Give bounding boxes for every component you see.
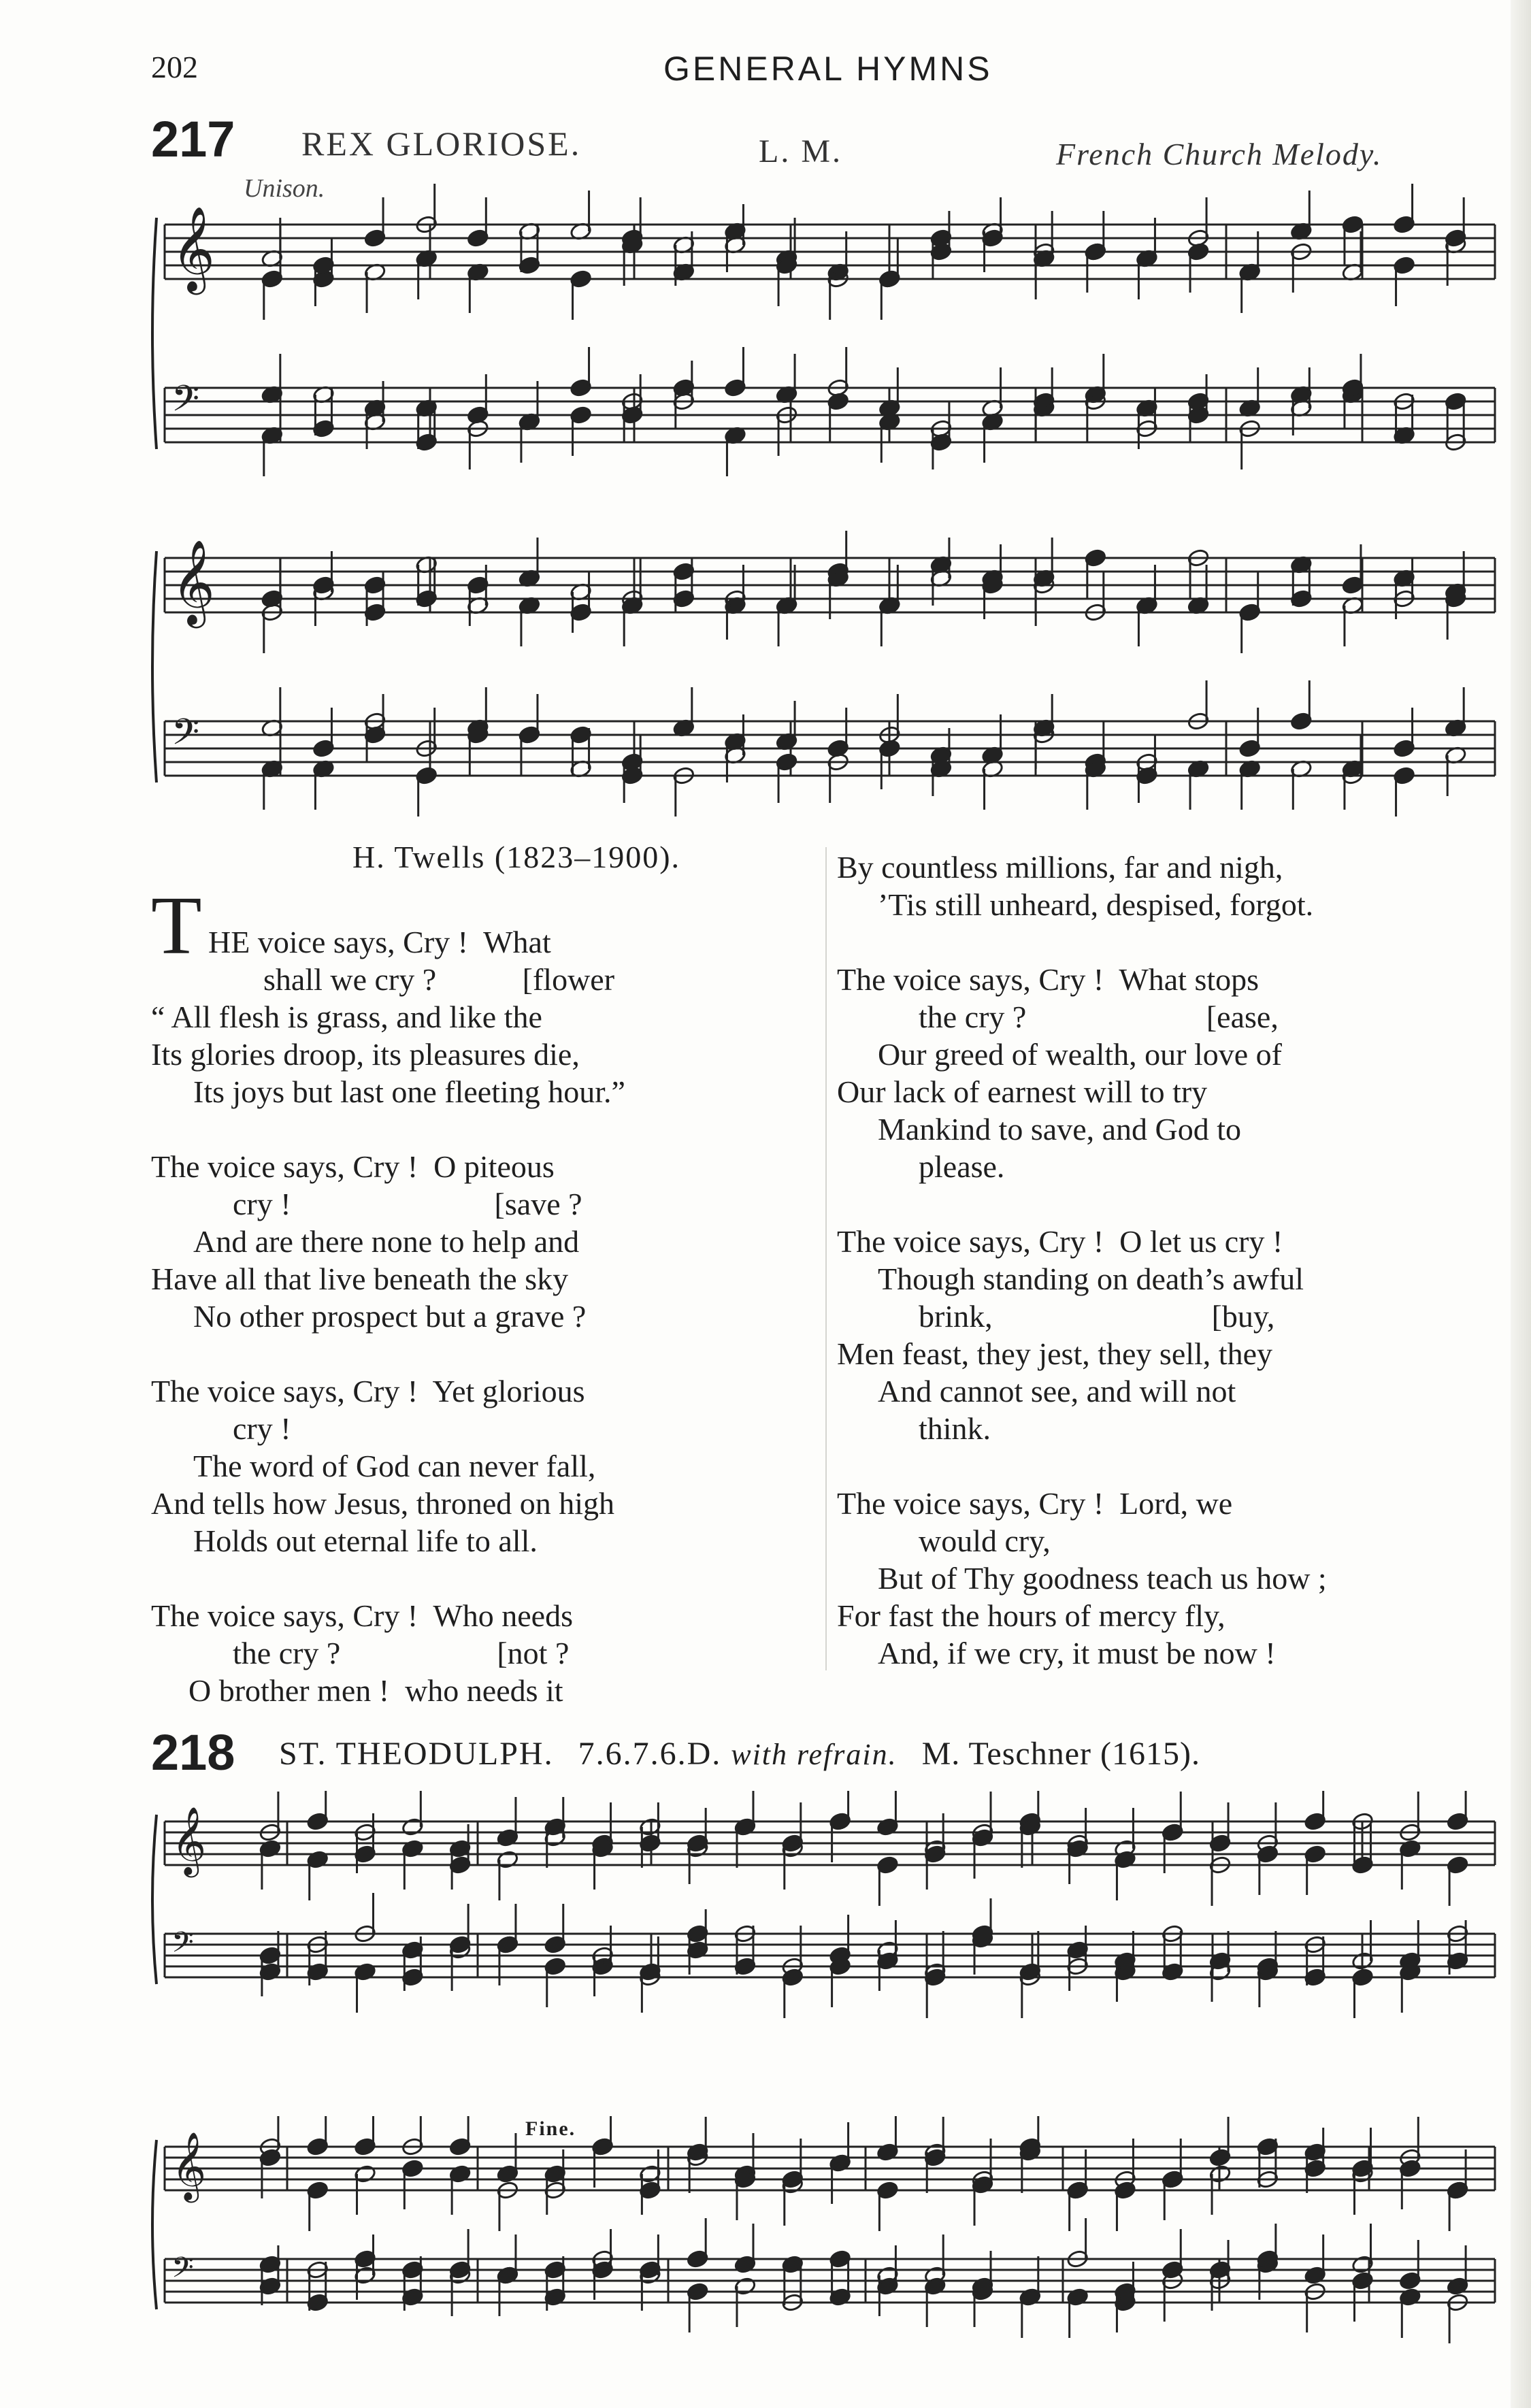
verse-line: But of Thy goodness teach us how ; <box>878 1561 1327 1596</box>
system-brace <box>152 218 157 449</box>
verse-line: The voice says, Cry ! What stops <box>837 962 1260 997</box>
verse-line: HE voice says, Cry ! What <box>208 925 551 959</box>
treble-clef-icon: 𝄞 <box>171 1807 207 1875</box>
verse-line: cry ! <box>233 1411 291 1446</box>
running-title: GENERAL HYMNS <box>663 50 993 88</box>
bass-clef-icon: 𝄢 <box>171 2251 194 2292</box>
verse-line: O brother men ! who needs it <box>188 1673 563 1708</box>
hymn-218-meter: 7.6.7.6.D. <box>578 1736 722 1772</box>
verse-line: cry ! [save ? <box>233 1187 582 1221</box>
hymn-217-number: 217 <box>151 111 235 167</box>
hymn-218-heading <box>279 1735 1200 1772</box>
bass-clef-icon: 𝄢 <box>171 1926 194 1967</box>
verse-line: Have all that live beneath the sky <box>151 1261 569 1296</box>
verse-line: “ All flesh is grass, and like the <box>151 1000 542 1034</box>
system-brace <box>152 1815 157 1984</box>
stanza-gap <box>837 1447 1490 1485</box>
page-number: 202 <box>151 50 198 84</box>
stanza-gap <box>151 1560 804 1597</box>
verse-line: Mankind to save, and God to <box>878 1112 1242 1147</box>
verse-line: Our lack of earnest will to try <box>837 1074 1208 1109</box>
hymn-217-author: H. Twells (1823–1900). <box>352 840 681 874</box>
verse-line: ’Tis still unheard, despised, forgot. <box>878 887 1314 922</box>
treble-clef-icon: 𝄞 <box>171 206 215 291</box>
verse-line: would cry, <box>919 1523 1051 1558</box>
hymn-217-tune: REX GLORIOSE. <box>301 125 582 163</box>
bass-clef-icon: 𝄢 <box>171 712 200 762</box>
fine-marking: Fine. <box>525 2117 576 2140</box>
system-brace <box>152 551 157 782</box>
hymn-217-music-system-2 <box>151 517 1502 837</box>
hymn-218-composer: M. Teschner (1615). <box>921 1736 1200 1772</box>
verse-line: the cry ? [not ? <box>233 1636 570 1670</box>
hymn-217-music-system-1 <box>151 184 1502 504</box>
verse-line: By countless millions, far and nigh, <box>837 850 1283 885</box>
verse-line: Its glories droop, its pleasures die, <box>151 1037 580 1072</box>
stanza-gap <box>151 1335 804 1372</box>
stanza-gap <box>151 1110 804 1148</box>
verse-line: Our greed of wealth, our love of <box>878 1037 1282 1072</box>
hymn-218-tune: ST. THEODULPH. <box>279 1736 554 1772</box>
verse-line: No other prospect but a grave ? <box>193 1299 587 1334</box>
drop-cap: T <box>151 880 202 972</box>
hymn-218-music-system-1 <box>151 1791 1502 2049</box>
page-edge <box>1511 0 1531 2408</box>
verse-line: Its joys but last one fleeting hour.” <box>193 1074 625 1109</box>
verse-line: The voice says, Cry ! O piteous <box>151 1149 555 1184</box>
verse-line: Though standing on death’s awful <box>878 1261 1304 1296</box>
hymn-217-text-column-2 <box>837 848 1490 1672</box>
verse-line: The voice says, Cry ! Who needs <box>151 1598 573 1633</box>
verse-line: And, if we cry, it must be now ! <box>878 1636 1276 1670</box>
verse-line: And cannot see, and will not <box>878 1374 1236 1408</box>
column-divider <box>825 847 827 1670</box>
verse-line: Men feast, they jest, they sell, they <box>837 1336 1273 1371</box>
hymn-217-text-column-1 <box>151 923 804 1709</box>
verse-line: The voice says, Cry ! Lord, we <box>837 1486 1233 1521</box>
verse-line: brink, [buy, <box>919 1299 1275 1334</box>
treble-clef-icon: 𝄞 <box>171 540 215 625</box>
verse-line: shall we cry ? [flower <box>263 962 615 997</box>
stanza-gap <box>837 1185 1490 1223</box>
hymn-217-meter: L. M. <box>759 133 842 169</box>
verse-line: the cry ? [ease, <box>919 1000 1279 1034</box>
system-brace <box>152 2140 157 2309</box>
unison-direction: Unison. <box>244 174 325 203</box>
verse-line: think. <box>919 1411 991 1446</box>
verse-line: For fast the hours of mercy fly, <box>837 1598 1225 1633</box>
verse-line: The voice says, Cry ! O let us cry ! <box>837 1224 1283 1259</box>
hymn-218-music-system-2 <box>151 2116 1502 2375</box>
hymn-217-source: French Church Melody. <box>1056 137 1383 171</box>
verse-line: please. <box>919 1149 1005 1184</box>
stanza-gap <box>837 923 1490 961</box>
hymn-218-refrain: with refrain. <box>731 1738 898 1771</box>
verse-line: The word of God can never fall, <box>193 1449 596 1483</box>
treble-clef-icon: 𝄞 <box>171 2132 207 2200</box>
verse-line: And are there none to help and <box>193 1224 580 1259</box>
verse-line: Holds out eternal life to all. <box>193 1523 538 1558</box>
verse-line: The voice says, Cry ! Yet glorious <box>151 1374 585 1408</box>
bass-clef-icon: 𝄢 <box>171 378 200 429</box>
verse-line: And tells how Jesus, throned on high <box>151 1486 615 1521</box>
hymn-218-number: 218 <box>151 1724 235 1781</box>
